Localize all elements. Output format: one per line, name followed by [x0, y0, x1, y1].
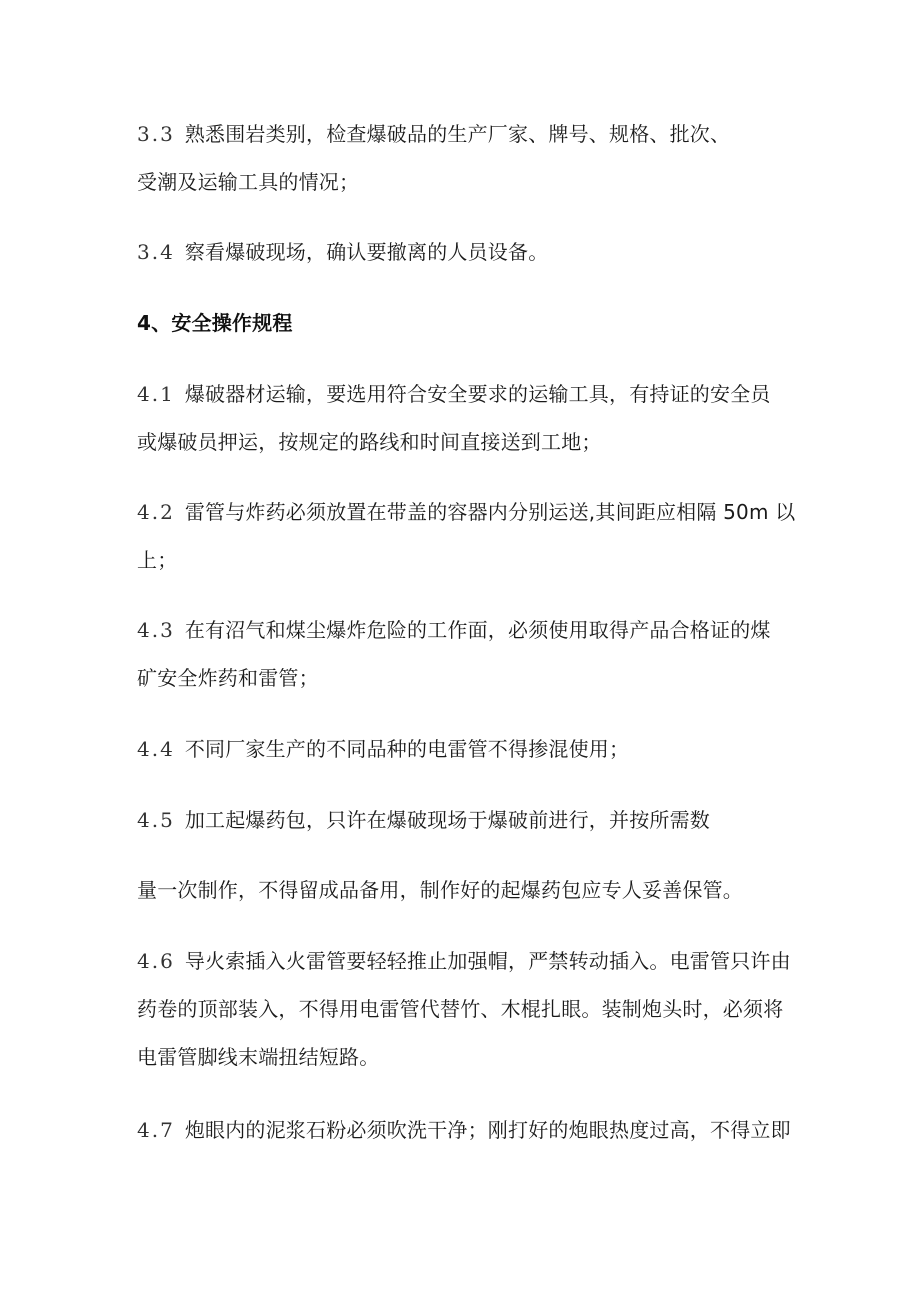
clause-text: 电雷管脚线末端扭结短路。	[137, 1045, 380, 1069]
clause-4-3-line-2	[137, 664, 319, 692]
clause-text: 爆破器材运输，要选用符合安全要求的运输工具，有持证的安全员	[184, 382, 771, 406]
clause-text: 受潮及运输工具的情况；	[137, 170, 360, 194]
clause-text: 导火索插入火雷管要轻轻推止加强帽，严禁转动插入。电雷管只许由	[184, 949, 791, 973]
clause-4-6-line-1	[137, 947, 791, 975]
clause-4-5-line-1	[137, 806, 710, 834]
clause-number: 3.3	[137, 122, 175, 146]
section-heading-text: 4、安全操作规程	[137, 311, 293, 335]
clause-4-2-line-1	[137, 498, 795, 526]
clause-text: 或爆破员押运，按规定的路线和时间直接送到工地；	[137, 430, 602, 454]
clause-text: 察看爆破现场，确认要撤离的人员设备。	[184, 240, 549, 264]
clause-text: 量一次制作，不得留成品备用，制作好的起爆药包应专人妥善保管。	[137, 878, 743, 902]
clause-number: 4.1	[137, 382, 175, 406]
clause-3-3-line-1	[137, 120, 730, 148]
clause-4-6-line-2	[137, 995, 783, 1023]
clause-4-4-line-1	[137, 735, 629, 763]
section-heading	[137, 309, 293, 337]
clause-4-1-line-2	[137, 428, 602, 456]
clause-4-6-line-3	[137, 1043, 379, 1071]
clause-number: 4.6	[137, 949, 175, 973]
clause-4-7-line-1	[137, 1116, 791, 1144]
clause-text: 雷管与炸药必须放置在带盖的容器内分别运送,其间距应相隔 50m 以	[184, 500, 796, 524]
clause-4-2-line-2	[137, 546, 177, 574]
clause-number: 4.3	[137, 618, 175, 642]
clause-text: 不同厂家生产的不同品种的电雷管不得掺混使用；	[184, 737, 630, 761]
clause-number: 4.5	[137, 808, 175, 832]
clause-number: 4.7	[137, 1118, 175, 1142]
clause-4-3-line-1	[137, 616, 771, 644]
clause-text: 炮眼内的泥浆石粉必须吹洗干净；刚打好的炮眼热度过高，不得立即	[184, 1118, 791, 1142]
clause-text: 熟悉围岩类别，检查爆破品的生产厂家、牌号、规格、批次、	[184, 122, 731, 146]
clause-number: 4.2	[137, 500, 175, 524]
clause-3-3-line-2	[137, 168, 359, 196]
clause-number: 3.4	[137, 240, 175, 264]
clause-4-1-line-1	[137, 380, 771, 408]
clause-text: 上；	[137, 548, 178, 572]
clause-text: 矿安全炸药和雷管；	[137, 666, 319, 690]
clause-text: 在有沼气和煤尘爆炸危险的工作面，必须使用取得产品合格证的煤	[184, 618, 771, 642]
clause-number: 4.4	[137, 737, 175, 761]
clause-4-5-line-2	[137, 876, 743, 904]
clause-text: 加工起爆药包，只许在爆破现场于爆破前进行，并按所需数	[184, 808, 711, 832]
clause-text: 药卷的顶部装入，不得用电雷管代替竹、木棍扎眼。装制炮头时，必须将	[137, 997, 784, 1021]
clause-3-4-line-1	[137, 238, 548, 266]
